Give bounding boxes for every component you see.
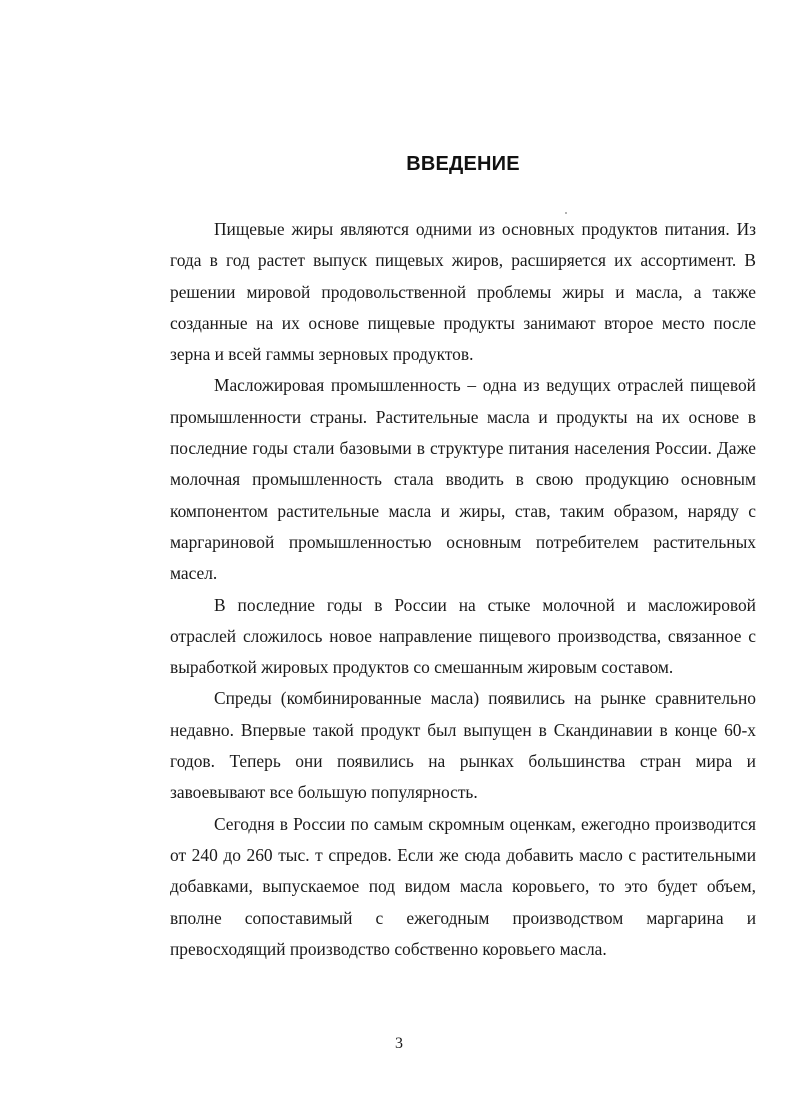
paragraph-2: Масложировая промышленность – одна из ведущих отраслей пищевой промышленности страны. Растительные масла и продукты на их основе в последние годы стали базовыми в структуре питания населения России. Даже молочная промышленность стала вводить в свою продукцию основным компонентом растительные масла и жиры, став, таким образом, наряду с маргариновой промышленностью основным потребителем растительных масел. [170, 375, 756, 584]
body-text [170, 214, 756, 965]
paragraph-4: Спреды (комбинированные масла) появились на рынке сравнительно недавно. Впервые такой продукт был выпущен в Скандинавии в конце 60-х годов. Теперь они появились на рынках большинства стран мира и завоевывают все большую популярность. [170, 688, 756, 803]
page-title: ВВЕДЕНИЕ [406, 153, 520, 175]
page-number: 3 [395, 1035, 403, 1052]
paragraph-3: В последние годы в России на стыке молочной и масложировой отраслей сложилось новое направление пищевого производства, связанное с выработкой жировых продуктов со смешанным жировым составом. [170, 594, 756, 678]
paragraph-5: Сегодня в России по самым скромным оценкам, ежегодно производится от 240 до 260 тыс. т спредов. Если же сюда добавить масло с растительными добавками, выпускаемое под видом масла коровьего, то это будет объем, вполне сопоставимый с ежегодным производством маргарина и превосходящий производство собственно коровьего масла. [170, 813, 756, 959]
paragraph-1: Пищевые жиры являются одними из основных продуктов питания. Из года в год растет выпуск пищевых жиров, расширяется их ассортимент. В решении мировой продовольственной проблемы жиры и масла, а также созданные на их основе пищевые продукты занимают второе место после зерна и всей гаммы зерновых продуктов. [170, 219, 756, 365]
